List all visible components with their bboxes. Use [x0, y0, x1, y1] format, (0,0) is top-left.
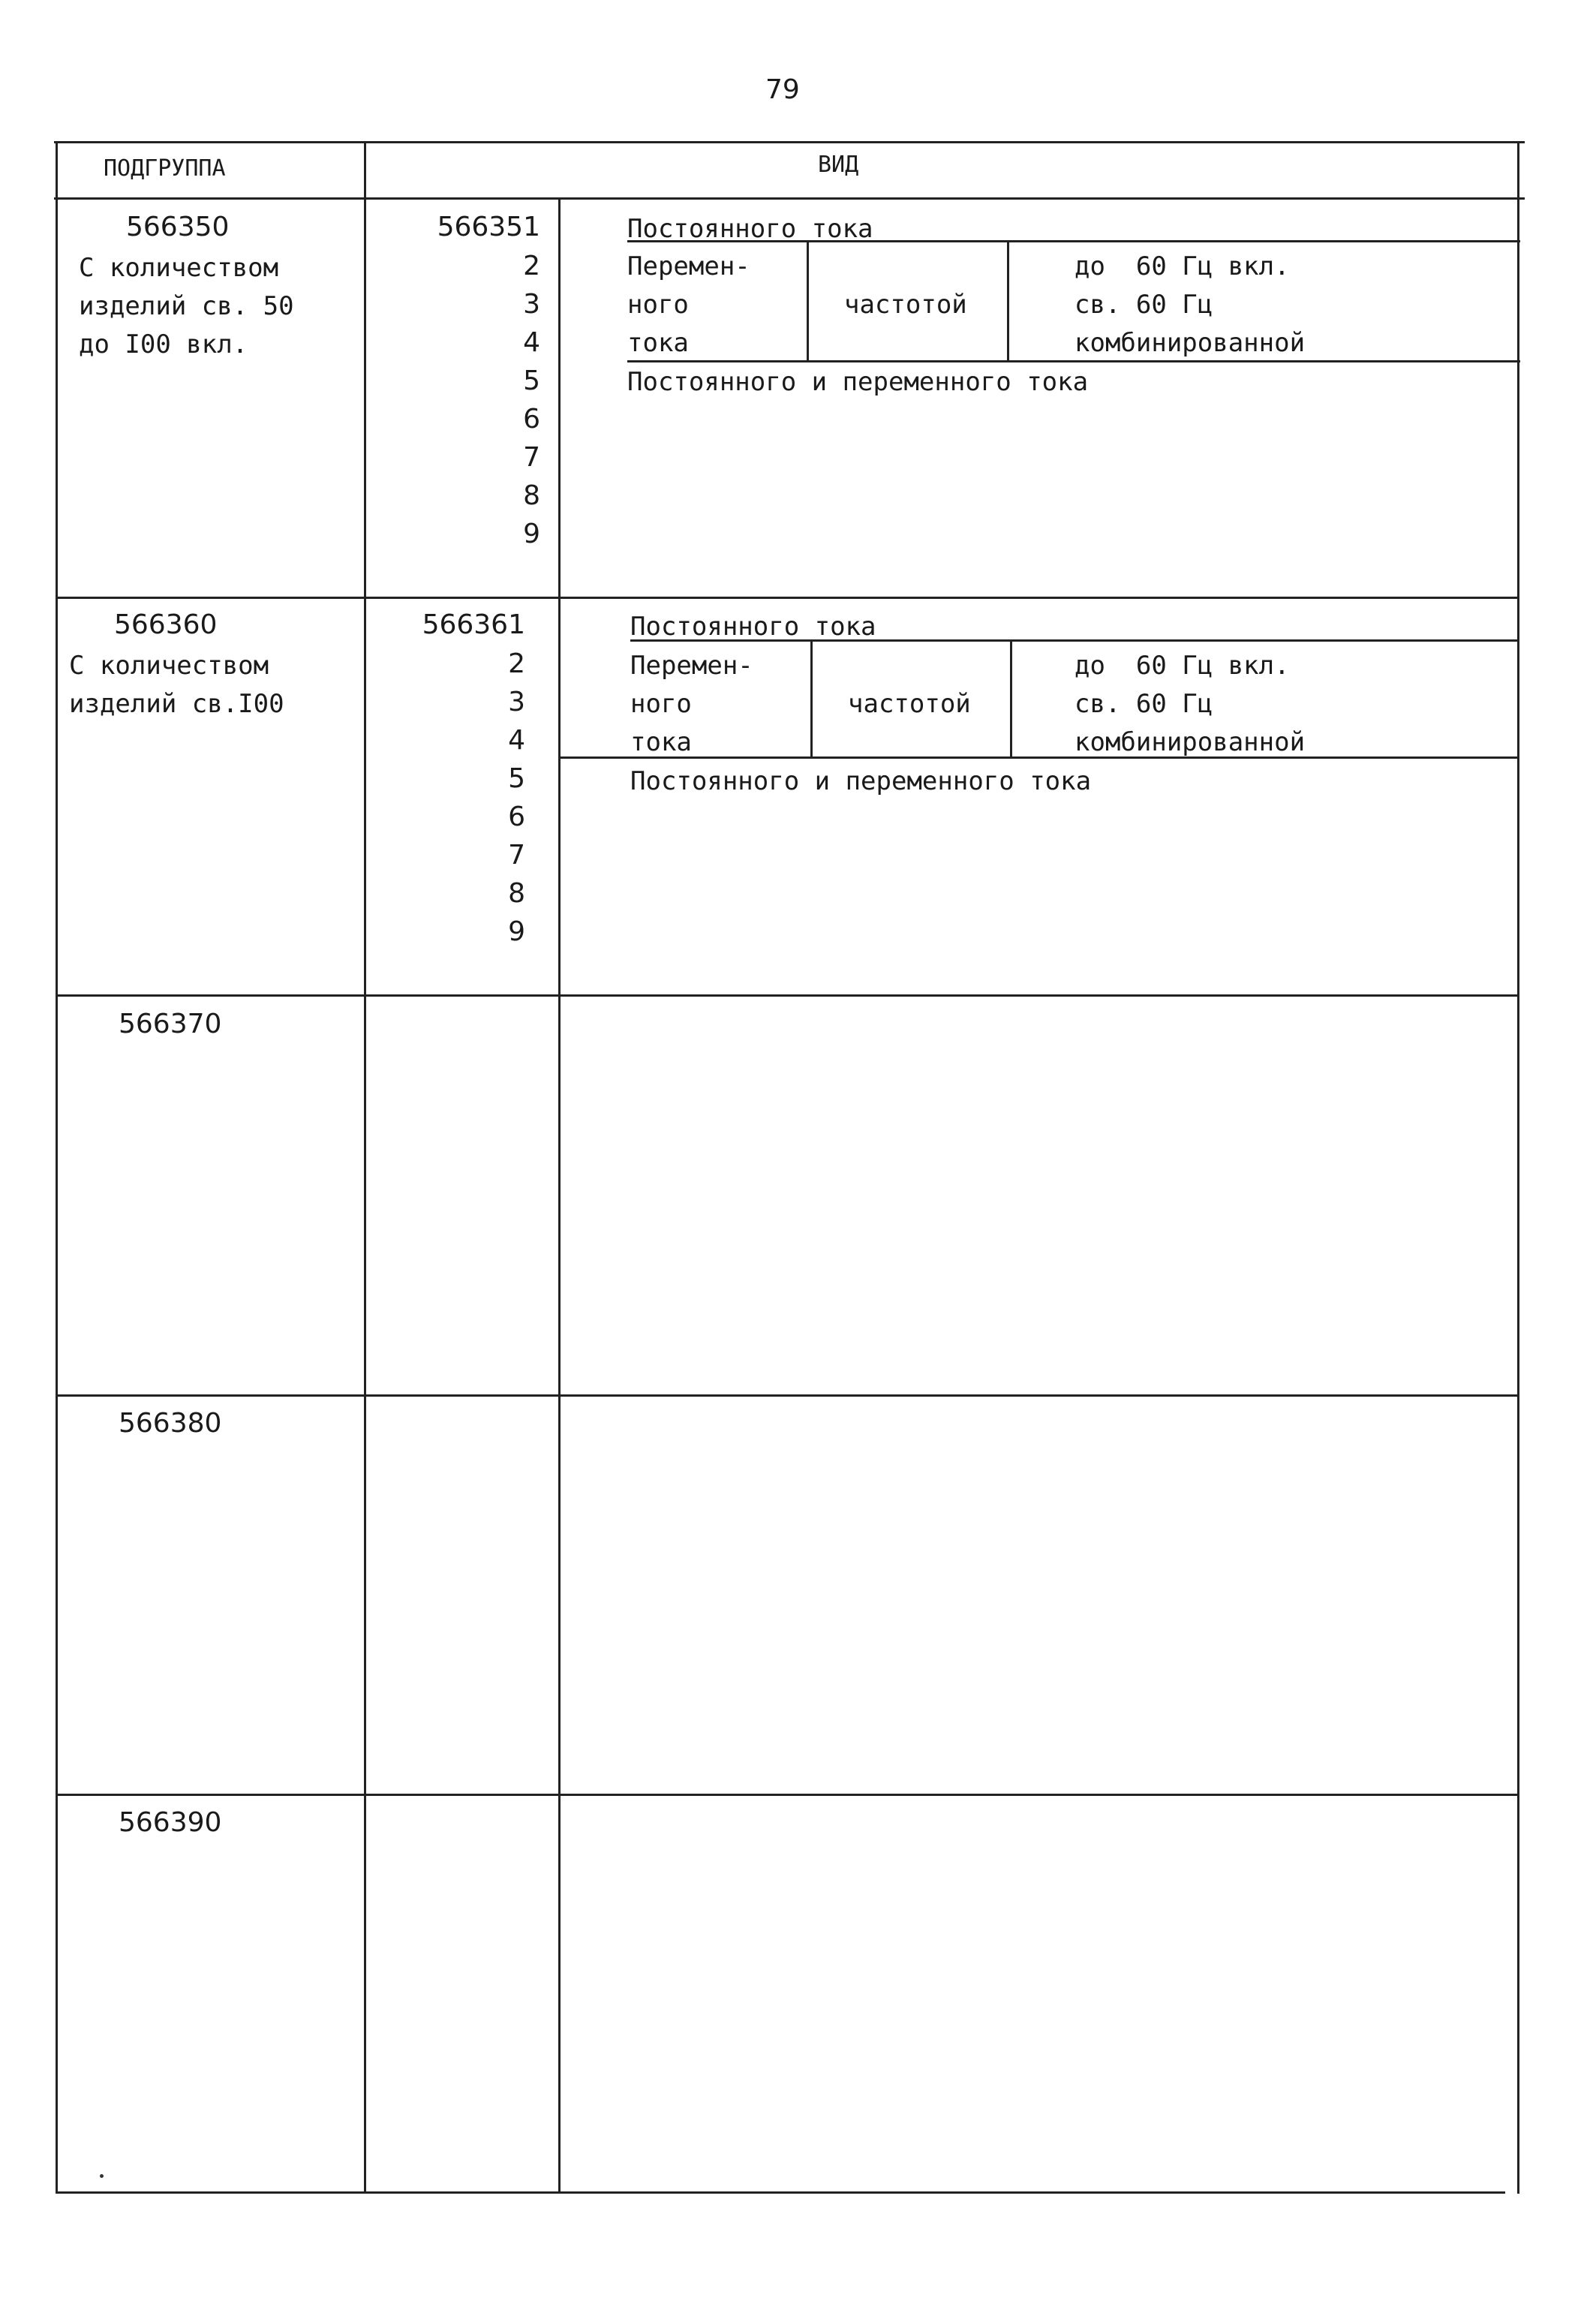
subgroup-code-566370: 566370	[119, 1009, 222, 1039]
freq-option: до 60 Гц вкл.	[1075, 651, 1290, 681]
stray-mark	[100, 2174, 104, 2178]
freq-divider	[1007, 242, 1009, 362]
kind-code: 7	[508, 840, 525, 871]
subgroup-code-566380: 566380	[119, 1408, 222, 1439]
kind-code: 5	[508, 763, 525, 794]
kind-code: 4	[523, 327, 540, 358]
row-separator-1	[56, 597, 1519, 599]
ac-label-line: ного	[630, 689, 692, 719]
kind-code: 3	[508, 687, 525, 717]
kind-code: 2	[508, 648, 525, 679]
kind-code: 2	[523, 251, 540, 281]
column-divider-1	[364, 141, 366, 2194]
subgroup-desc-line: изделий св.I00	[69, 689, 284, 719]
freq-divider	[1010, 641, 1012, 758]
ac-label-line: тока	[627, 328, 689, 358]
subgroup-desc-line: изделий св. 50	[79, 291, 294, 321]
table-left-border	[56, 141, 58, 2194]
header-kind: ВИД	[818, 152, 859, 178]
kind-code: 8	[523, 480, 540, 511]
column-divider-2	[558, 197, 561, 2194]
freq-option: комбинированной	[1075, 328, 1306, 358]
subgroup-desc-line: С количеством	[79, 253, 279, 283]
kind-code: 566361	[422, 609, 525, 640]
kind-code: 9	[523, 519, 540, 549]
subgroup-desc-line: до I00 вкл.	[79, 329, 248, 359]
freq-option: св. 60 Гц	[1075, 689, 1213, 719]
header-bottom-border	[54, 197, 1525, 200]
subgroup-code: 566350	[126, 212, 230, 242]
kind-code: 5	[523, 365, 540, 396]
ac-bottom	[627, 360, 1520, 362]
kind-code: 566351	[437, 212, 540, 242]
table-top-border	[54, 141, 1525, 143]
freq-label: частотой	[848, 689, 971, 719]
table-right-border	[1517, 141, 1519, 2194]
subgroup-code-566390: 566390	[119, 1807, 222, 1838]
dcac-label: Постоянного и переменного тока	[630, 766, 1092, 796]
kind-code: 8	[508, 878, 525, 909]
kind-code: 9	[508, 916, 525, 947]
kind-code: 3	[523, 289, 540, 320]
header-subgroup: ПОДГРУППА	[104, 155, 226, 182]
freq-option: св. 60 Гц	[1075, 290, 1213, 320]
row-separator-2	[56, 994, 1519, 997]
row-separator-3	[56, 1394, 1519, 1397]
kind-code: 6	[523, 404, 540, 435]
page-number: 79	[765, 74, 800, 105]
row-separator-4	[56, 1794, 1519, 1796]
subgroup-code: 566360	[114, 609, 218, 640]
dc-label: Постоянного тока	[630, 612, 876, 642]
dcac-label: Постоянного и переменного тока	[627, 367, 1089, 397]
kind-code: 6	[508, 802, 525, 832]
freq-label: частотой	[844, 290, 967, 320]
kind-code: 4	[508, 725, 525, 756]
ac-divider	[807, 242, 809, 362]
ac-label-line: тока	[630, 727, 692, 757]
ac-divider	[810, 641, 813, 758]
kind-code: 7	[523, 442, 540, 473]
ac-label-line: ного	[627, 290, 689, 320]
dc-label: Постоянного тока	[627, 214, 873, 244]
ac-bottom	[558, 756, 1519, 759]
freq-option: комбинированной	[1075, 727, 1306, 757]
freq-option: до 60 Гц вкл.	[1075, 251, 1290, 281]
ac-label-line: Перемен-	[627, 251, 750, 281]
table-bottom-border	[57, 2191, 1505, 2194]
subgroup-desc-line: С количеством	[69, 651, 269, 681]
ac-label-line: Перемен-	[630, 651, 753, 681]
